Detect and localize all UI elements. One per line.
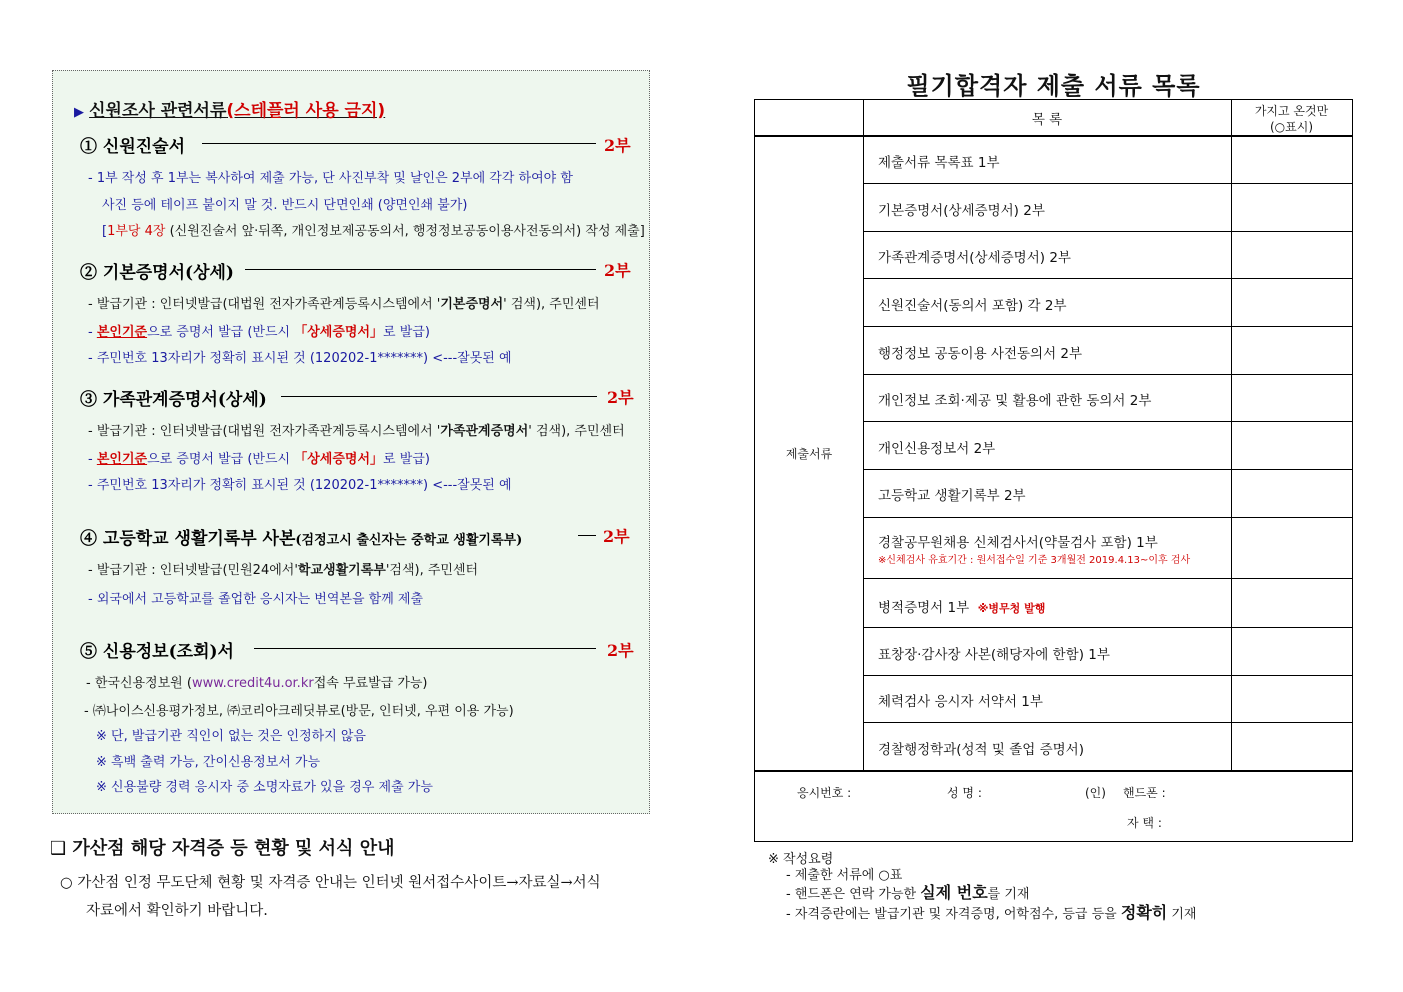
check-cell-1[interactable] <box>1232 136 1352 183</box>
check-cell-11[interactable] <box>1232 628 1352 675</box>
notes-line-3: - 자격증란에는 발급기관 및 자격증명, 어학점수, 등급 등을 정확히 기재 <box>786 903 1197 922</box>
panel-title <box>74 96 385 121</box>
triangle-bullet-icon: ▶ <box>74 105 84 120</box>
section-5-line-4: ※ 흑백 출력 가능, 간이신용정보서 가능 <box>96 755 321 770</box>
footer-seal: (인) <box>1085 786 1106 800</box>
section-1-heading: ① 신원진술서 <box>80 137 186 157</box>
submission-table <box>754 99 1353 842</box>
section-4-rule <box>578 535 596 536</box>
bonus-line-2: 자료에서 확인하기 바랍니다. <box>86 903 268 919</box>
check-cell-12[interactable] <box>1232 676 1352 722</box>
row-8: 고등학교 생활기록부 2부 <box>878 488 1026 504</box>
header-check-1: 가지고 온것만 <box>1254 104 1329 118</box>
row-4: 신원진술서(동의서 포함) 각 2부 <box>878 298 1067 314</box>
check-cell-9[interactable] <box>1232 518 1352 578</box>
section-2-count: 2부 <box>604 261 631 280</box>
section-2-line-1: - 발급기관 : 인터넷발급(대법원 전자가족관계등록시스템에서 '기본증명서' 검색), 주민센터 <box>88 297 600 312</box>
footer-home: 자 택 : <box>1127 816 1162 830</box>
row-5: 행정정보 공동이용 사전동의서 2부 <box>878 346 1083 362</box>
section-3-line-3: - 주민번호 13자리가 정확히 표시된 것 (120202-1*******) <---잘못된 예 <box>88 478 512 493</box>
section-4-line-2: - 외국에서 고등학교를 졸업한 응시자는 번역본을 함께 제출 <box>88 592 424 607</box>
row-3: 가족관계증명서(상세증명서) 2부 <box>878 250 1071 266</box>
row-1: 제출서류 목록표 1부 <box>878 155 1000 171</box>
section-5-line-5: ※ 신용불량 경력 응시자 중 소명자료가 있을 경우 제출 가능 <box>96 780 433 795</box>
row-11: 표창장·감사장 사본(해당자에 한함) 1부 <box>878 647 1110 663</box>
bonus-heading: ❑ 가산점 해당 자격증 등 현황 및 서식 안내 <box>50 838 395 859</box>
row-13: 경찰행정학과(성적 및 졸업 증명서) <box>878 742 1084 758</box>
footer-phone: 핸드폰 : <box>1123 786 1166 800</box>
check-cell-8[interactable] <box>1232 470 1352 517</box>
section-5-count: 2부 <box>607 641 634 660</box>
notes-line-2: - 핸드폰은 연락 가능한 실제 번호를 기재 <box>786 883 1030 902</box>
row-9-note: ※신체검사 유효기간 : 원서접수일 기준 3개월전 2019.4.13~이후 검사 <box>878 555 1191 566</box>
section-1-line-1: - 1부 작성 후 1부는 복사하여 제출 가능, 단 사진부착 및 날인은 2부에 각각 하여야 함 <box>88 171 573 186</box>
section-1-rule <box>202 143 596 144</box>
check-cell-13[interactable] <box>1232 723 1352 770</box>
row-12: 체력검사 응시자 서약서 1부 <box>878 694 1043 710</box>
check-cell-7[interactable] <box>1232 422 1352 469</box>
section-5-line-3: ※ 단, 발급기관 직인이 없는 것은 인정하지 않음 <box>96 729 366 744</box>
section-2-line-3: - 주민번호 13자리가 정확히 표시된 것 (120202-1*******) <---잘못된 예 <box>88 351 512 366</box>
row-9: 경찰공무원채용 신체검사서(약물검사 포함) 1부 <box>878 535 1158 551</box>
section-5-line-1: - 한국신용정보원 (www.credit4u.or.kr접속 무료발급 가능) <box>86 676 428 691</box>
header-check-2: (○표시) <box>1269 120 1314 134</box>
notes-title: ※ 작성요령 <box>768 852 834 867</box>
checklist-title: 필기합격자 제출 서류 목록 <box>906 72 1201 100</box>
check-cell-10[interactable] <box>1232 579 1352 627</box>
section-1-line-2: 사진 등에 테이프 붙이지 말 것. 반드시 단면인쇄 (양면인쇄 불가) <box>102 198 468 213</box>
section-3-line-1: - 발급기관 : 인터넷발급(대법원 전자가족관계등록시스템에서 '가족관계증명서' 검색), 주민센터 <box>88 424 625 439</box>
section-2-heading: ② 기본증명서(상세) <box>80 263 234 283</box>
bonus-line-1: ○ 가산점 인정 무도단체 현황 및 자격증 안내는 인터넷 원서접수사이트→자료실→서식 <box>60 875 601 891</box>
notes-line-1: - 제출한 서류에 ○표 <box>786 868 903 883</box>
check-cell-2[interactable] <box>1232 184 1352 231</box>
panel-title-text: 신원조사 관련서류 <box>89 101 227 121</box>
section-5-line-2: - ㈜나이스신용평가정보, ㈜코리아크레딧뷰로(방문, 인터넷, 우편 이용 가능) <box>84 704 514 719</box>
section-1-count: 2부 <box>604 136 631 155</box>
section-2-line-2: - 본인기준으로 증명서 발급 (반드시 「상세증명서」로 발급) <box>88 325 430 340</box>
section-3-heading: ③ 가족관계증명서(상세) <box>80 390 267 410</box>
section-2-rule <box>245 269 596 270</box>
section-4-line-1: - 발급기관 : 인터넷발급(민원24에서'학교생활기록부'검색), 주민센터 <box>88 563 479 578</box>
panel-title-warning: (스테플러 사용 금지) <box>226 101 386 121</box>
row-7: 개인신용정보서 2부 <box>878 441 996 457</box>
check-cell-3[interactable] <box>1232 232 1352 278</box>
footer-exam-no: 응시번호 : <box>797 786 852 800</box>
check-cell-5[interactable] <box>1232 327 1352 374</box>
header-item: 목 록 <box>1031 112 1063 128</box>
row-2: 기본증명서(상세증명서) 2부 <box>878 203 1045 219</box>
check-cell-4[interactable] <box>1232 279 1352 326</box>
section-1-line-3: [1부당 4장 (신원진술서 앞·뒤쪽, 개인정보제공동의서, 행정정보공동이용사전동의서) 작성 제출] <box>102 224 645 239</box>
section-4-count: 2부 <box>603 527 630 546</box>
row-10: 병적증명서 1부 ※병무청 발행 <box>878 600 1046 616</box>
section-4-heading: ④ 고등학교 생활기록부 사본(검정고시 출신자는 중학교 생활기록부) <box>80 529 523 549</box>
section-3-line-2: - 본인기준으로 증명서 발급 (반드시 「상세증명서」로 발급) <box>88 452 430 467</box>
check-cell-6[interactable] <box>1232 375 1352 421</box>
section-3-count: 2부 <box>607 388 634 407</box>
section-5-rule <box>254 648 596 649</box>
group-label: 제출서류 <box>785 447 833 461</box>
section-3-rule <box>281 396 597 397</box>
section-5-heading: ⑤ 신용정보(조회)서 <box>80 642 234 662</box>
footer-name: 성 명 : <box>947 786 982 800</box>
row-6: 개인정보 조회·제공 및 활용에 관한 동의서 2부 <box>878 393 1152 409</box>
credit-site-link[interactable]: www.credit4u.or.kr <box>191 676 314 691</box>
